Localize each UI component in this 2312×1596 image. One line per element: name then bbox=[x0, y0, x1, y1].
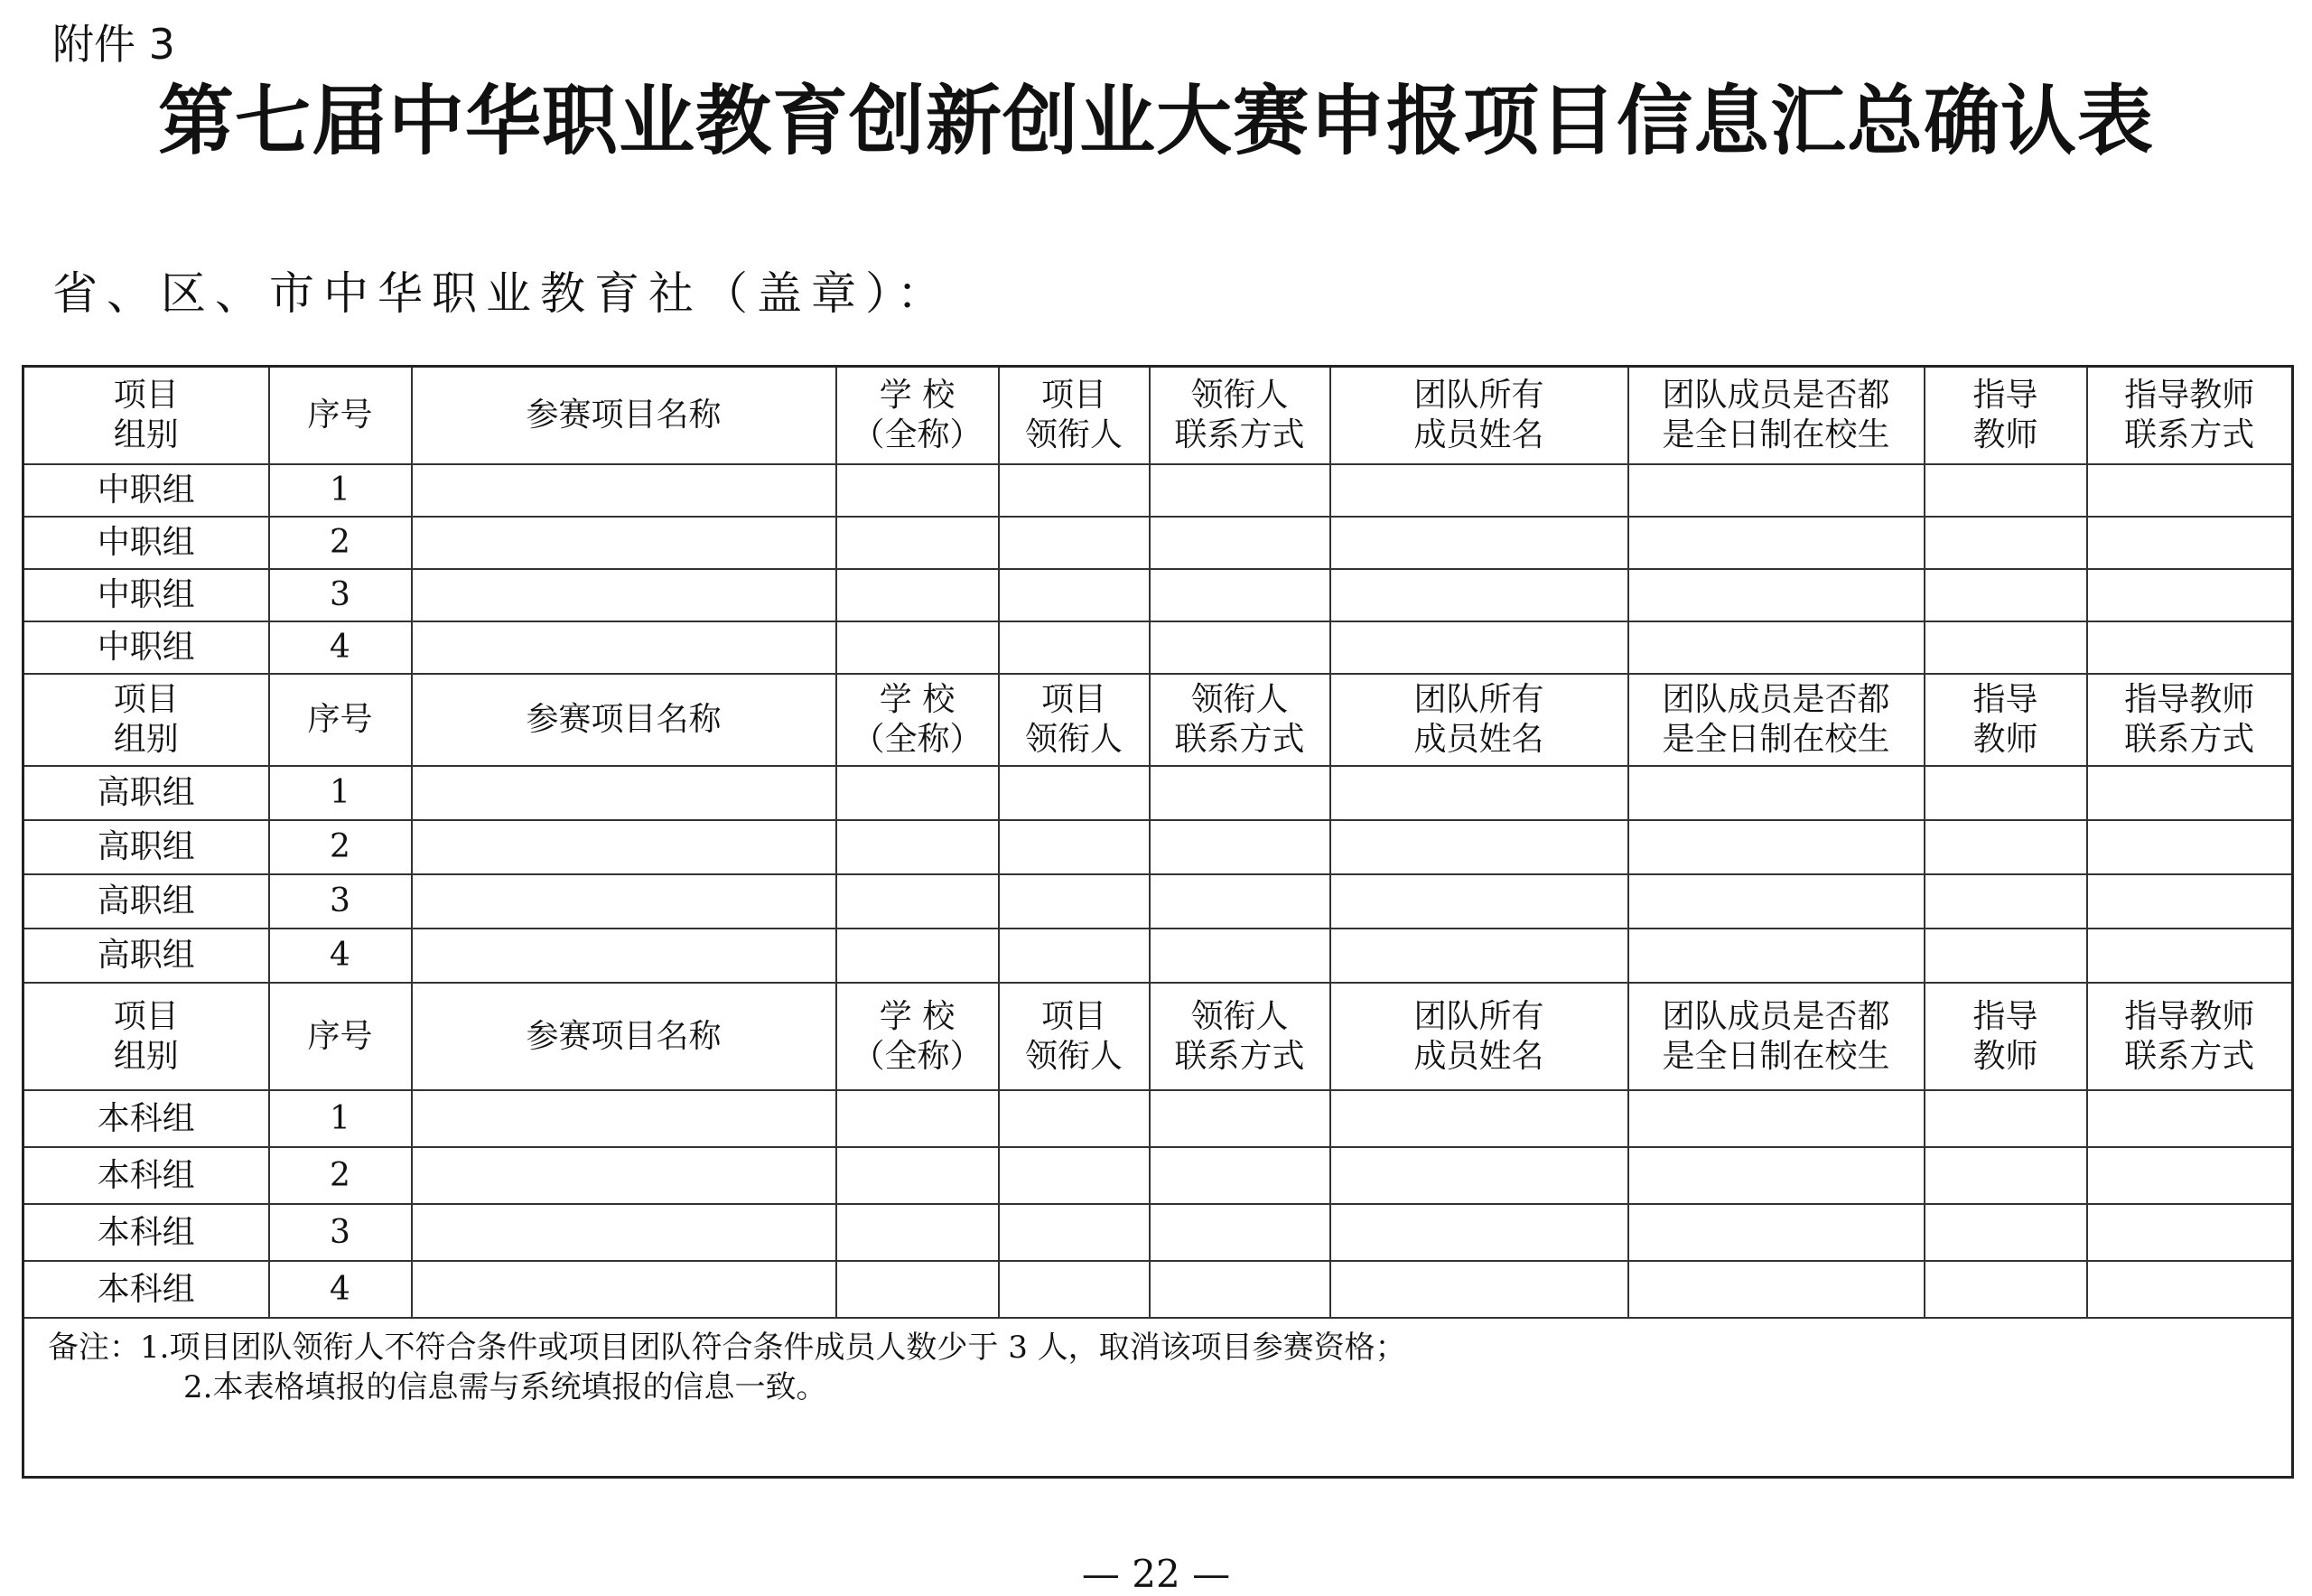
header-group bbox=[23, 367, 269, 465]
table-row bbox=[23, 517, 2293, 569]
header-fulltime-line: 是全日制在校生 bbox=[1662, 416, 1890, 453]
header-school bbox=[836, 367, 999, 465]
header-advisor bbox=[1925, 367, 2087, 465]
header-members bbox=[1330, 983, 1628, 1090]
header-project-name: 参赛项目名称 bbox=[412, 674, 836, 766]
empty-cell bbox=[836, 929, 999, 983]
header-group-line: 项目 bbox=[113, 377, 179, 414]
header-school-line: 学 校 bbox=[879, 377, 956, 414]
empty-cell bbox=[1150, 1090, 1330, 1147]
stamp-line: 省、区、市中华职业教育社（盖章）： bbox=[52, 267, 951, 320]
empty-cell bbox=[2087, 1261, 2293, 1318]
empty-cell bbox=[1925, 464, 2087, 517]
empty-cell bbox=[1925, 569, 2087, 621]
empty-cell bbox=[1628, 517, 1925, 569]
empty-cell bbox=[1925, 517, 2087, 569]
empty-cell bbox=[1628, 1261, 1925, 1318]
header-row bbox=[23, 674, 2293, 766]
empty-cell bbox=[2087, 464, 2293, 517]
empty-cell bbox=[1330, 464, 1628, 517]
empty-cell bbox=[1150, 820, 1330, 874]
header-fulltime-line: 团队成员是否都 bbox=[1662, 997, 1890, 1035]
header-leader-line: 项目 bbox=[1040, 681, 1106, 718]
empty-cell bbox=[999, 464, 1150, 517]
header-school bbox=[836, 983, 999, 1090]
header-school-line: 学 校 bbox=[879, 997, 956, 1035]
table-row bbox=[23, 1090, 2293, 1147]
empty-cell bbox=[836, 1261, 999, 1318]
header-members-line: 成员姓名 bbox=[1413, 1037, 1544, 1075]
attachment-label: 附件 3 bbox=[52, 20, 175, 69]
header-advisor-contact bbox=[2087, 983, 2293, 1090]
empty-cell bbox=[1925, 1147, 2087, 1204]
empty-cell bbox=[1150, 929, 1330, 983]
empty-cell bbox=[836, 569, 999, 621]
empty-cell bbox=[1330, 1204, 1628, 1261]
header-advisor-contact bbox=[2087, 367, 2293, 465]
header-advisor-contact-line: 指导教师 bbox=[2124, 997, 2255, 1035]
header-group-line: 项目 bbox=[113, 681, 179, 718]
header-fulltime-line: 团队成员是否都 bbox=[1662, 681, 1890, 718]
header-group bbox=[23, 674, 269, 766]
group-cell: 本科组 bbox=[23, 1090, 269, 1147]
seq-cell: 3 bbox=[269, 569, 412, 621]
group-cell: 高职组 bbox=[23, 766, 269, 820]
empty-cell bbox=[836, 517, 999, 569]
empty-cell bbox=[836, 820, 999, 874]
seq-cell: 1 bbox=[269, 464, 412, 517]
empty-cell bbox=[999, 1090, 1150, 1147]
empty-cell bbox=[836, 874, 999, 929]
empty-cell bbox=[999, 874, 1150, 929]
empty-cell bbox=[2087, 874, 2293, 929]
empty-cell bbox=[412, 1147, 836, 1204]
empty-cell bbox=[2087, 569, 2293, 621]
notes-cell bbox=[23, 1318, 2293, 1478]
empty-cell bbox=[999, 1261, 1150, 1318]
empty-cell bbox=[1628, 766, 1925, 820]
header-advisor-line: 指导 bbox=[1972, 377, 2038, 414]
header-members-line: 团队所有 bbox=[1413, 377, 1544, 414]
empty-cell bbox=[1150, 874, 1330, 929]
empty-cell bbox=[999, 766, 1150, 820]
group-cell: 中职组 bbox=[23, 569, 269, 621]
empty-cell bbox=[1925, 621, 2087, 674]
empty-cell bbox=[2087, 1147, 2293, 1204]
empty-cell bbox=[836, 1090, 999, 1147]
header-leader-line: 领衔人 bbox=[1024, 416, 1123, 453]
empty-cell bbox=[999, 621, 1150, 674]
seq-cell: 4 bbox=[269, 1261, 412, 1318]
empty-cell bbox=[836, 464, 999, 517]
empty-cell bbox=[412, 1261, 836, 1318]
empty-cell bbox=[836, 621, 999, 674]
header-leader-contact-line: 联系方式 bbox=[1174, 1037, 1305, 1075]
empty-cell bbox=[412, 1204, 836, 1261]
empty-cell bbox=[1628, 621, 1925, 674]
empty-cell bbox=[1150, 1204, 1330, 1261]
header-leader-contact-line: 联系方式 bbox=[1174, 416, 1305, 453]
header-advisor-contact-line: 指导教师 bbox=[2124, 377, 2255, 414]
group-cell: 中职组 bbox=[23, 621, 269, 674]
header-group bbox=[23, 983, 269, 1090]
header-project-name: 参赛项目名称 bbox=[412, 367, 836, 465]
header-school bbox=[836, 674, 999, 766]
table-row bbox=[23, 1261, 2293, 1318]
group-cell: 本科组 bbox=[23, 1147, 269, 1204]
empty-cell bbox=[1150, 1261, 1330, 1318]
header-advisor-line: 教师 bbox=[1972, 721, 2038, 758]
header-advisor-line: 指导 bbox=[1972, 681, 2038, 718]
empty-cell bbox=[1925, 820, 2087, 874]
empty-cell bbox=[412, 929, 836, 983]
empty-cell bbox=[999, 1147, 1150, 1204]
empty-cell bbox=[1330, 820, 1628, 874]
empty-cell bbox=[999, 820, 1150, 874]
seq-cell: 2 bbox=[269, 517, 412, 569]
page-title: 第七届中华职业教育创新创业大赛申报项目信息汇总确认表 bbox=[157, 76, 2154, 165]
empty-cell bbox=[1925, 929, 2087, 983]
empty-cell bbox=[999, 569, 1150, 621]
seq-cell: 4 bbox=[269, 929, 412, 983]
header-leader-line: 领衔人 bbox=[1024, 1037, 1123, 1075]
table-row bbox=[23, 874, 2293, 929]
empty-cell bbox=[1628, 929, 1925, 983]
note-line-2: 2.本表格填报的信息需与系统填报的信息一致。 bbox=[183, 1369, 827, 1405]
seq-cell: 2 bbox=[269, 1147, 412, 1204]
empty-cell bbox=[1628, 820, 1925, 874]
header-leader-contact-line: 领衔人 bbox=[1190, 377, 1289, 414]
header-school-line: （全称） bbox=[852, 721, 983, 758]
empty-cell bbox=[1628, 1204, 1925, 1261]
empty-cell bbox=[2087, 929, 2293, 983]
seq-cell: 3 bbox=[269, 1204, 412, 1261]
empty-cell bbox=[412, 569, 836, 621]
empty-cell bbox=[1150, 1147, 1330, 1204]
seq-cell: 1 bbox=[269, 1090, 412, 1147]
empty-cell bbox=[1150, 766, 1330, 820]
header-school-line: 学 校 bbox=[879, 681, 956, 718]
header-leader-contact bbox=[1150, 983, 1330, 1090]
empty-cell bbox=[2087, 1204, 2293, 1261]
header-members bbox=[1330, 367, 1628, 465]
header-advisor-line: 教师 bbox=[1972, 416, 2038, 453]
group-cell: 高职组 bbox=[23, 929, 269, 983]
group-cell: 中职组 bbox=[23, 464, 269, 517]
empty-cell bbox=[836, 766, 999, 820]
empty-cell bbox=[1628, 464, 1925, 517]
empty-cell bbox=[999, 517, 1150, 569]
header-advisor-contact-line: 指导教师 bbox=[2124, 681, 2255, 718]
header-project-name: 参赛项目名称 bbox=[412, 983, 836, 1090]
header-advisor-contact-line: 联系方式 bbox=[2124, 416, 2255, 453]
empty-cell bbox=[999, 929, 1150, 983]
header-leader-contact bbox=[1150, 367, 1330, 465]
header-members-line: 成员姓名 bbox=[1413, 721, 1544, 758]
empty-cell bbox=[412, 820, 836, 874]
header-advisor-contact bbox=[2087, 674, 2293, 766]
header-school-line: （全称） bbox=[852, 1037, 983, 1075]
empty-cell bbox=[1150, 621, 1330, 674]
header-advisor bbox=[1925, 983, 2087, 1090]
group-cell: 本科组 bbox=[23, 1204, 269, 1261]
empty-cell bbox=[412, 766, 836, 820]
header-advisor-contact-line: 联系方式 bbox=[2124, 1037, 2255, 1075]
empty-cell bbox=[1330, 929, 1628, 983]
header-members-line: 成员姓名 bbox=[1413, 416, 1544, 453]
header-group-line: 组别 bbox=[113, 721, 179, 758]
empty-cell bbox=[412, 517, 836, 569]
header-row bbox=[23, 983, 2293, 1090]
page-number: — 22 — bbox=[1081, 1552, 1231, 1596]
header-fulltime bbox=[1628, 674, 1925, 766]
empty-cell bbox=[1925, 1204, 2087, 1261]
table-row bbox=[23, 464, 2293, 517]
empty-cell bbox=[1330, 1090, 1628, 1147]
empty-cell bbox=[1150, 464, 1330, 517]
empty-cell bbox=[2087, 820, 2293, 874]
group-cell: 中职组 bbox=[23, 517, 269, 569]
header-fulltime-line: 是全日制在校生 bbox=[1662, 721, 1890, 758]
empty-cell bbox=[412, 874, 836, 929]
empty-cell bbox=[412, 464, 836, 517]
table-row bbox=[23, 929, 2293, 983]
empty-cell bbox=[1628, 1090, 1925, 1147]
empty-cell bbox=[1150, 569, 1330, 621]
empty-cell bbox=[1330, 517, 1628, 569]
empty-cell bbox=[2087, 1090, 2293, 1147]
table-row bbox=[23, 820, 2293, 874]
header-leader-contact-line: 领衔人 bbox=[1190, 997, 1289, 1035]
header-members-line: 团队所有 bbox=[1413, 681, 1544, 718]
header-leader-line: 领衔人 bbox=[1024, 721, 1123, 758]
header-seq: 序号 bbox=[269, 367, 412, 465]
header-group-line: 组别 bbox=[113, 416, 179, 453]
header-school-line: （全称） bbox=[852, 416, 983, 453]
empty-cell bbox=[2087, 766, 2293, 820]
empty-cell bbox=[2087, 517, 2293, 569]
seq-cell: 4 bbox=[269, 621, 412, 674]
empty-cell bbox=[836, 1147, 999, 1204]
table-row bbox=[23, 1204, 2293, 1261]
header-leader-line: 项目 bbox=[1040, 377, 1106, 414]
seq-cell: 2 bbox=[269, 820, 412, 874]
header-fulltime bbox=[1628, 367, 1925, 465]
header-leader bbox=[999, 983, 1150, 1090]
note-line-1: 备注：1.项目团队领衔人不符合条件或项目团队符合条件成员人数少于 3 人，取消该项目参赛资格； bbox=[48, 1330, 1406, 1366]
empty-cell bbox=[1925, 1261, 2087, 1318]
header-row bbox=[23, 367, 2293, 465]
header-leader-contact-line: 领衔人 bbox=[1190, 681, 1289, 718]
empty-cell bbox=[1925, 874, 2087, 929]
empty-cell bbox=[412, 1090, 836, 1147]
header-fulltime bbox=[1628, 983, 1925, 1090]
header-advisor-line: 教师 bbox=[1972, 1037, 2038, 1075]
header-members bbox=[1330, 674, 1628, 766]
header-leader bbox=[999, 367, 1150, 465]
header-leader bbox=[999, 674, 1150, 766]
empty-cell bbox=[999, 1204, 1150, 1261]
group-cell: 本科组 bbox=[23, 1261, 269, 1318]
empty-cell bbox=[1330, 766, 1628, 820]
empty-cell bbox=[1628, 1147, 1925, 1204]
header-group-line: 项目 bbox=[113, 997, 179, 1035]
empty-cell bbox=[1330, 1147, 1628, 1204]
header-leader-contact-line: 联系方式 bbox=[1174, 721, 1305, 758]
header-members-line: 团队所有 bbox=[1413, 997, 1544, 1035]
header-fulltime-line: 团队成员是否都 bbox=[1662, 377, 1890, 414]
empty-cell bbox=[1330, 569, 1628, 621]
table-row bbox=[23, 569, 2293, 621]
empty-cell bbox=[1330, 621, 1628, 674]
summary-table bbox=[22, 365, 2294, 1479]
header-seq: 序号 bbox=[269, 674, 412, 766]
empty-cell bbox=[836, 1204, 999, 1261]
table-row bbox=[23, 1147, 2293, 1204]
header-group-line: 组别 bbox=[113, 1037, 179, 1075]
header-advisor-contact-line: 联系方式 bbox=[2124, 721, 2255, 758]
empty-cell bbox=[1150, 517, 1330, 569]
empty-cell bbox=[1330, 1261, 1628, 1318]
empty-cell bbox=[412, 621, 836, 674]
header-leader-contact bbox=[1150, 674, 1330, 766]
table-row bbox=[23, 621, 2293, 674]
group-cell: 高职组 bbox=[23, 874, 269, 929]
empty-cell bbox=[1925, 766, 2087, 820]
header-advisor bbox=[1925, 674, 2087, 766]
header-advisor-line: 指导 bbox=[1972, 997, 2038, 1035]
header-leader-line: 项目 bbox=[1040, 997, 1106, 1035]
seq-cell: 1 bbox=[269, 766, 412, 820]
header-fulltime-line: 是全日制在校生 bbox=[1662, 1037, 1890, 1075]
group-cell: 高职组 bbox=[23, 820, 269, 874]
header-seq: 序号 bbox=[269, 983, 412, 1090]
empty-cell bbox=[1628, 874, 1925, 929]
empty-cell bbox=[1330, 874, 1628, 929]
table-row bbox=[23, 766, 2293, 820]
seq-cell: 3 bbox=[269, 874, 412, 929]
empty-cell bbox=[1628, 569, 1925, 621]
empty-cell bbox=[2087, 621, 2293, 674]
empty-cell bbox=[1925, 1090, 2087, 1147]
